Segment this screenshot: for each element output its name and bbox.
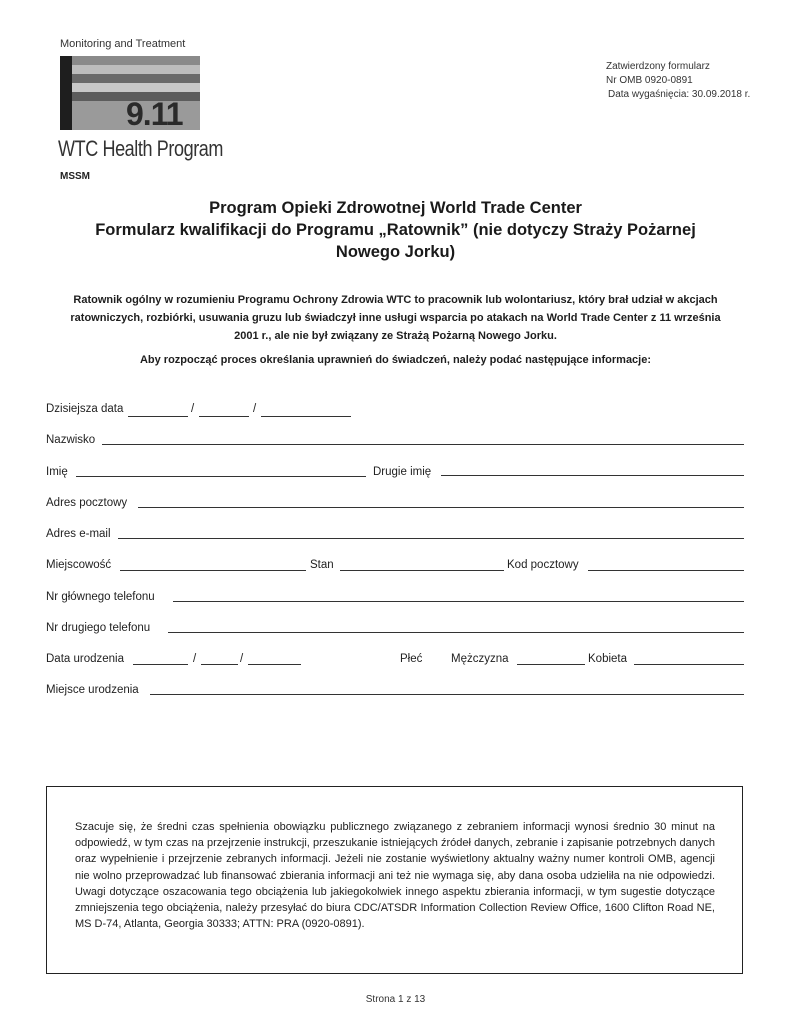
label-last-name: Nazwisko [46,434,96,446]
slash: / [253,403,257,415]
today-year-field[interactable] [261,416,351,417]
logo-number: 9.11 [126,96,183,132]
label-birth-place: Miejsce urodzenia [46,684,139,696]
label-today-date: Dzisiejsza data [46,403,124,415]
slash: / [240,653,244,665]
logo-program-name: WTC Health Program [58,136,224,161]
email-field[interactable] [118,538,744,539]
last-name-field[interactable] [102,444,744,445]
label-sex: Płeć [400,653,423,665]
birth-month-field[interactable] [133,664,188,665]
label-primary-phone: Nr głównego telefonu [46,591,155,603]
page-number: Strona 1 z 13 [365,994,426,1005]
slash: / [193,653,197,665]
burden-statement-text: Szacuje się, że średni czas spełnienia obowiązku publicznego związanego z zebraniem informacji wynosi średnio 30 minut na odpowiedź, w tym czas na przejrzenie instrukcji, przeszukanie istniejących źródeł danych, zebranie i zapisanie potrzebnych danych oraz wypełnienie i przejrzenie zebranych informacji. Jeżeli nie zostanie wyświetlony aktualny ważny numer kontroli OMB, agencji nie wolno przeprowadzać lub finansować zbierania informacji ani też nie wymaga się, aby dana osoba udzieliła na nie odpowiedzi. Uwagi dotyczące oszacowania tego obciążenia lub jakiegokolwiek innego aspektu zbierania informacji, w tym sugestie dotyczące zmniejszenia tego obciążenia, należy przesyłać do biura CDC/ATSDR Information Collection Review Office, 1600 Clifton Road NE, MS D-74, Atlanta, Georgia 30333; ATTN: PRA (0920-0891). [75,821,715,931]
label-secondary-phone: Nr drugiego telefonu [46,622,151,634]
logo-program-line: Monitoring and Treatment [60,38,186,50]
secondary-phone-field[interactable] [168,632,744,633]
city-field[interactable] [120,570,306,571]
male-field[interactable] [517,664,585,665]
primary-phone-field[interactable] [173,601,744,602]
slash: / [191,403,195,415]
logo-institution: MSSM [60,171,90,182]
label-mailing-address: Adres pocztowy [46,497,128,509]
zip-field[interactable] [588,570,744,571]
label-male: Mężczyzna [451,653,509,665]
today-day-field[interactable] [199,416,249,417]
title-line-1: Program Opieki Zdrowotnej World Trade Center [209,199,582,217]
instruction-text: Aby rozpocząć proces określania uprawnień do świadczeń, należy podać następujące informacje: [139,354,652,366]
label-first-name: Imię [46,466,68,478]
birth-day-field[interactable] [201,664,238,665]
middle-name-field[interactable] [441,475,744,476]
label-email: Adres e-mail [46,528,111,540]
state-field[interactable] [340,570,504,571]
omb-line-2: Nr OMB 0920-0891 [606,75,693,86]
female-field[interactable] [634,664,744,665]
omb-approval [606,60,750,102]
birth-place-field[interactable] [150,694,744,695]
mailing-address-field[interactable] [138,507,744,508]
intro-paragraph: Ratownik ogólny w rozumieniu Programu Ochrony Zdrowia WTC to pracownik lub wolontariusz, który brał udział w akcjach ratowniczych, rozbiórki, usuwania gruzu lub świadczył inne usługi wsparcia po atakach na World Trade Center z 11 września 2001 r., ale nie był związany ze Strażą Pożarną Nowego Jorku. [70,294,721,342]
birth-year-field[interactable] [248,664,301,665]
label-middle-name: Drugie imię [373,466,432,478]
label-birth-date: Data urodzenia [46,653,124,665]
label-city: Miejscowość [46,559,112,571]
omb-line-3: Data wygaśnięcia: 30.09.2018 r. [608,89,751,100]
label-female: Kobieta [588,653,628,665]
label-state: Stan [310,559,334,571]
title-line-3: Nowego Jorku) [335,243,456,261]
label-zip: Kod pocztowy [507,559,579,571]
omb-line-1: Zatwierdzony formularz [606,61,710,72]
first-name-field[interactable] [76,476,366,477]
today-month-field[interactable] [128,416,188,417]
title-line-2: Formularz kwalifikacji do Programu „Ratownik” (nie dotyczy Straży Pożarnej [95,221,696,239]
